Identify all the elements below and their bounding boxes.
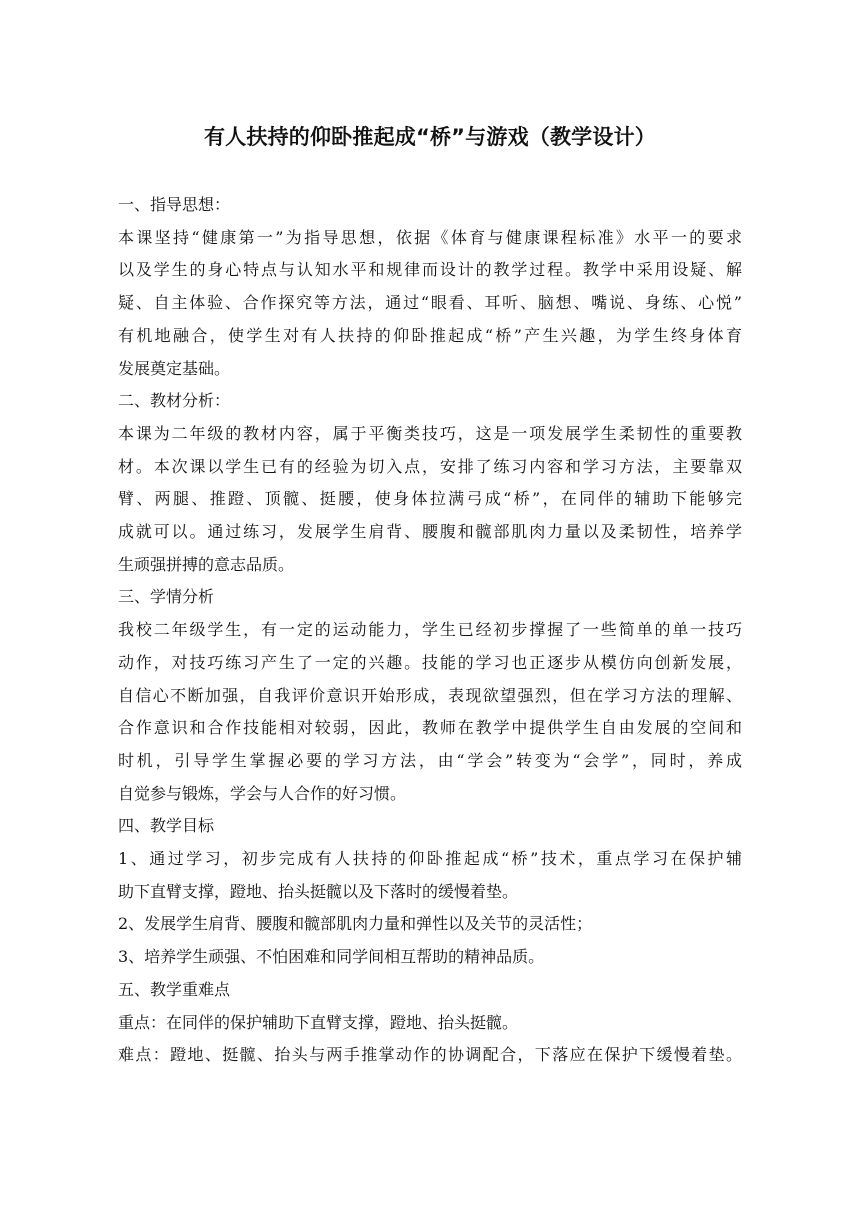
body-line: 重点：在同伴的保护辅助下直臂支撑，蹬地、抬头挺髋。 <box>118 1012 519 1032</box>
body-line: 动作，对技巧练习产生了一定的兴趣。技能的学习也正逐步从模仿向创新发展， <box>118 652 742 672</box>
body-line: 自信心不断加强，自我评价意识开始形成，表现欲望强烈，但在学习方法的理解、 <box>118 685 742 705</box>
body-line: 一、指导思想： <box>118 195 231 214</box>
body-line: 疑、自主体验、合作探究等方法，通过“眼看、耳听、脑想、嘴说、身练、心悦” <box>118 293 742 313</box>
body-line: 助下直臂支撑，蹬地、抬头挺髋以及下落时的缓慢着垫。 <box>118 881 519 901</box>
body-line: 四、教学目标 <box>118 816 215 836</box>
body-line: 以及学生的身心特点与认知水平和规律而设计的教学过程。教学中采用设疑、解 <box>118 260 742 280</box>
body-line: 五、教学重难点 <box>118 979 231 999</box>
body-line: 材。本次课以学生已有的经验为切入点，安排了练习内容和学习方法，主要靠双 <box>118 456 742 476</box>
body-line: 2、发展学生肩背、腰腹和髋部肌肉力量和弹性以及关节的灵活性； <box>118 914 593 934</box>
document-body <box>118 189 742 1072</box>
body-line: 有机地融合，使学生对有人扶持的仰卧推起成“桥”产生兴趣，为学生终身体育 <box>118 325 742 345</box>
body-line: 生顽强拼搏的意志品质。 <box>118 554 295 574</box>
body-line: 本课坚持“健康第一”为指导思想，依据《体育与健康课程标准》水平一的要求 <box>118 227 742 247</box>
body-line: 三、学情分析 <box>118 587 215 607</box>
body-line: 1、通过学习，初步完成有人扶持的仰卧推起成“桥”技术，重点学习在保护辅 <box>118 849 742 869</box>
body-line: 成就可以。通过练习，发展学生肩背、腰腹和髋部肌肉力量以及柔韧性，培养学 <box>118 522 742 542</box>
body-line: 3、培养学生顽强、不怕困难和同学间相互帮助的精神品质。 <box>118 947 545 967</box>
document-title: 有人扶持的仰卧推起成“桥”与游戏（教学设计） <box>203 125 656 149</box>
body-line: 合作意识和合作技能相对较弱，因此，教师在教学中提供学生自由发展的空间和 <box>118 718 742 738</box>
body-line: 发展奠定基础。 <box>118 358 231 378</box>
body-line: 二、教材分析： <box>118 391 231 411</box>
body-line: 难点：蹬地、挺髋、抬头与两手推掌动作的协调配合，下落应在保护下缓慢着垫。 <box>118 1045 742 1065</box>
document-page <box>118 118 742 1072</box>
body-line: 我校二年级学生，有一定的运动能力，学生已经初步撑握了一些简单的单一技巧 <box>118 620 742 640</box>
body-line: 自觉参与锻炼，学会与人合作的好习惯。 <box>118 783 407 803</box>
body-line: 臂、两腿、推蹬、顶髋、挺腰，使身体拉满弓成“桥”，在同伴的辅助下能够完 <box>118 489 742 509</box>
body-line: 本课为二年级的教材内容，属于平衡类技巧，这是一项发展学生柔韧性的重要教 <box>118 423 742 443</box>
body-line: 时机，引导学生掌握必要的学习方法，由“学会”转变为“会学”，同时，养成 <box>118 750 742 770</box>
